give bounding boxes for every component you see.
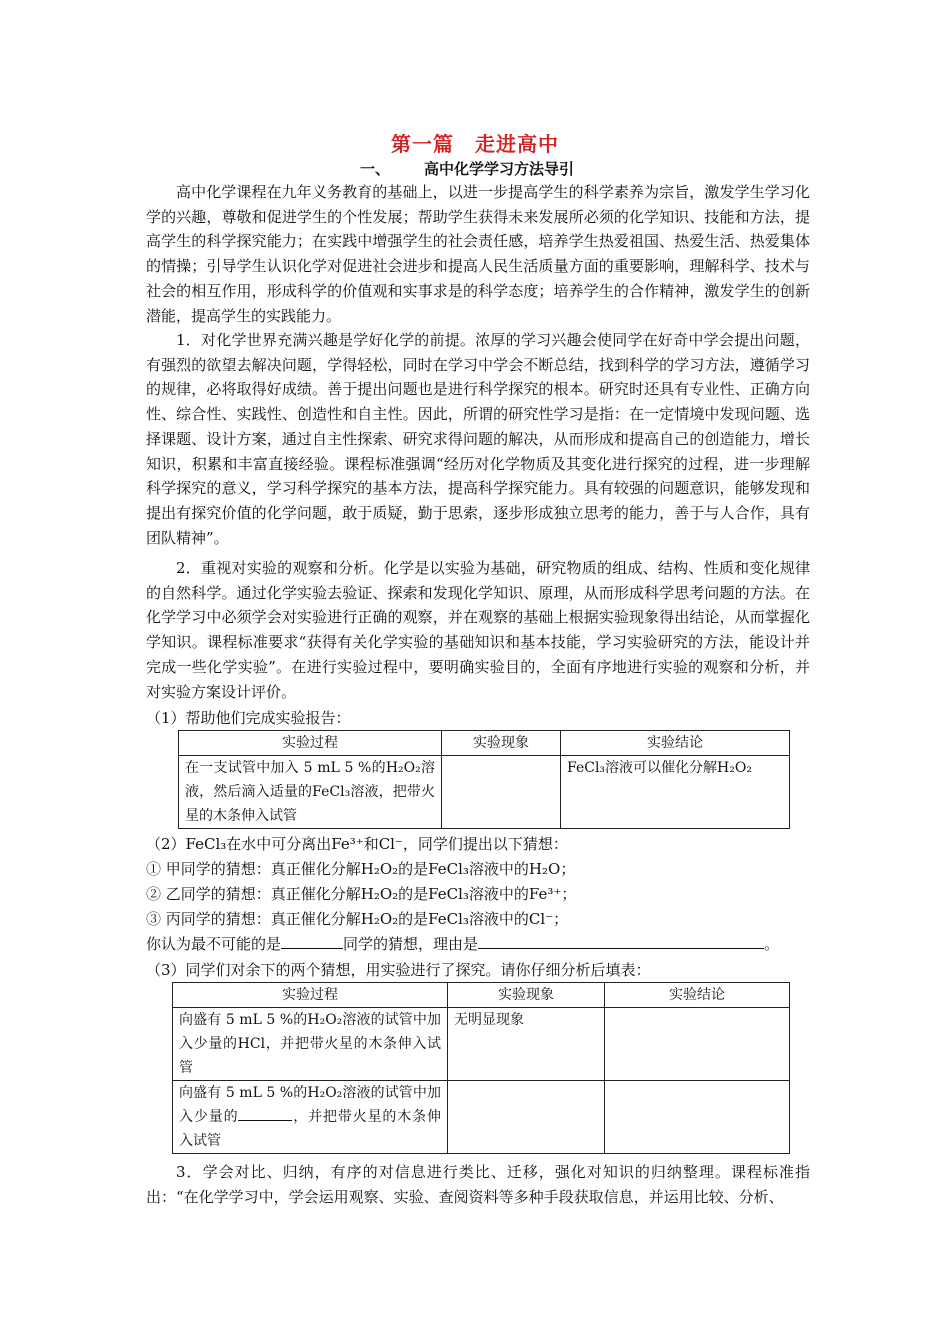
table-row bbox=[173, 1008, 790, 1081]
cell-process: 在一支试管中加入 5 mL 5 %的H₂O₂溶液，然后滴入适量的FeCl₃溶液，把带火星的木条伸入试管 bbox=[179, 756, 442, 829]
fill-text-2: 同学的猜想，理由是 bbox=[343, 935, 479, 953]
guess-1: ① 甲同学的猜想：真正催化分解H₂O₂的是FeCl₃溶液中的H₂O； bbox=[146, 860, 576, 878]
blank-reagent-answer[interactable] bbox=[238, 1105, 292, 1121]
blank-student-answer[interactable] bbox=[281, 933, 343, 949]
cell-conclusion-blank[interactable] bbox=[605, 1081, 790, 1154]
cell-conclusion-blank[interactable] bbox=[605, 1008, 790, 1081]
header-phenomenon: 实验现象 bbox=[448, 983, 605, 1008]
cell-process-with-blank bbox=[173, 1081, 448, 1154]
point-3-paragraph: 3．学会对比、归纳，有序的对信息进行类比、迁移，强化对知识的归纳整理。课程标准指出：“在化学学习中，学会运用观察、实验、查阅资料等多种手段获取信息，并运用比较、分析、 bbox=[146, 1163, 810, 1206]
experiment-report-table-1 bbox=[178, 730, 790, 829]
header-process: 实验过程 bbox=[173, 983, 448, 1008]
table-row bbox=[179, 756, 790, 829]
fill-text-1: 你认为最不可能的是 bbox=[146, 935, 282, 953]
section-heading bbox=[360, 158, 574, 179]
header-conclusion: 实验结论 bbox=[561, 731, 790, 756]
intro-paragraph: 高中化学课程在九年义务教育的基础上，以进一步提高学生的科学素养为宗旨，激发学生学习化学的兴趣，尊敬和促进学生的个性发展；帮助学生获得未来发展所必须的化学知识、技能和方法，提高学生的科学探究能力；在实践中增强学生的社会责任感，培养学生热爱祖国、热爱生活、热爱集体的情操；引导学生认识化学对促进社会进步和提高人民生活质量方面的重要影响，理解科学、技术与社会的相互作用，形成科学的价值观和实事求是的科学态度；培养学生的合作精神，激发学生的创新潜能，提高学生的实践能力。 bbox=[146, 183, 810, 325]
page-title: 第一篇 走进高中 bbox=[391, 132, 559, 156]
question-2-label: （2）FeCl₃在水中可分离出Fe³⁺和Cl⁻，同学们提出以下猜想： bbox=[146, 835, 568, 853]
cell-process-text-a: 向盛有 5 mL 5 %的H₂O₂溶液的试管中加入少量的 bbox=[179, 1085, 441, 1125]
cell-process: 向盛有 5 mL 5 %的H₂O₂溶液的试管中加入少量的HCl，并把带火星的木条伸入试管 bbox=[173, 1008, 448, 1081]
point-1-paragraph: 1．对化学世界充满兴趣是学好化学的前提。浓厚的学习兴趣会使同学在好奇中学会提出问题，有强烈的欲望去解决问题，学得轻松，同时在学习中学会不断总结，找到科学的学习方法，遵循学习的规律，必将取得好成绩。善于提出问题也是进行科学探究的根本。研究时还具有专业性、正确方向性、综合性、实践性、创造性和自主性。因此，所谓的研究性学习是指：在一定情境中发现问题、选择课题、设计方案，通过自主性探索、研究求得问题的解决，从而形成和提高自己的创造能力，增长知识，积累和丰富直接经验。课程标准强调“经历对化学物质及其变化进行探究的过程，进一步理解科学探究的意义，学习科学探究的基本方法，提高科学探究能力。具有较强的问题意识，能够发现和提出有探究价值的化学问题，敢于质疑，勤于思索，逐步形成独立思考的能力，善于与人合作，具有团队精神”。 bbox=[146, 331, 810, 547]
cell-phenomenon-blank[interactable] bbox=[442, 756, 561, 829]
header-conclusion: 实验结论 bbox=[605, 983, 790, 1008]
cell-phenomenon-blank[interactable] bbox=[448, 1081, 605, 1154]
header-phenomenon: 实验现象 bbox=[442, 731, 561, 756]
cell-phenomenon: 无明显现象 bbox=[448, 1008, 605, 1081]
question-1-label: （1）帮助他们完成实验报告： bbox=[146, 709, 351, 727]
experiment-report-table-2 bbox=[172, 982, 790, 1154]
blank-reason-answer[interactable] bbox=[478, 933, 764, 949]
table-header-row bbox=[179, 731, 790, 756]
guess-2: ② 乙同学的猜想：真正催化分解H₂O₂的是FeCl₃溶液中的Fe³⁺； bbox=[146, 885, 577, 903]
table-header-row bbox=[173, 983, 790, 1008]
fill-text-3: 。 bbox=[764, 935, 780, 953]
cell-conclusion: FeCl₃溶液可以催化分解H₂O₂ bbox=[561, 756, 790, 829]
point-2-paragraph: 2．重视对实验的观察和分析。化学是以实验为基础，研究物质的组成、结构、性质和变化规律的自然科学。通过化学实验去验证、探索和发现化学知识、原理，从而形成科学思考问题的方法。在化学学习中必须学会对实验进行正确的观察，并在观察的基础上根据实验现象得出结论，从而掌握化学知识。课程标准要求“获得有关化学实验的基础知识和基本技能，学习实验研究的方法，能设计并完成一些化学实验”。在进行实验过程中，要明确实验目的，全面有序地进行实验的观察和分析，并对实验方案设计评价。 bbox=[146, 559, 810, 701]
fill-in-question bbox=[146, 932, 779, 956]
section-number: 一、 bbox=[360, 160, 391, 178]
table-row bbox=[173, 1081, 790, 1154]
cell-process-text-b: ，并把带火星的木条伸入试管 bbox=[179, 1109, 442, 1149]
question-3-label: （3）同学们对余下的两个猜想，用实验进行了探究。请你仔细分析后填表： bbox=[146, 961, 651, 979]
section-title: 高中化学学习方法导引 bbox=[424, 160, 575, 178]
guess-3: ③ 丙同学的猜想：真正催化分解H₂O₂的是FeCl₃溶液中的Cl⁻； bbox=[146, 910, 569, 928]
header-process: 实验过程 bbox=[179, 731, 442, 756]
